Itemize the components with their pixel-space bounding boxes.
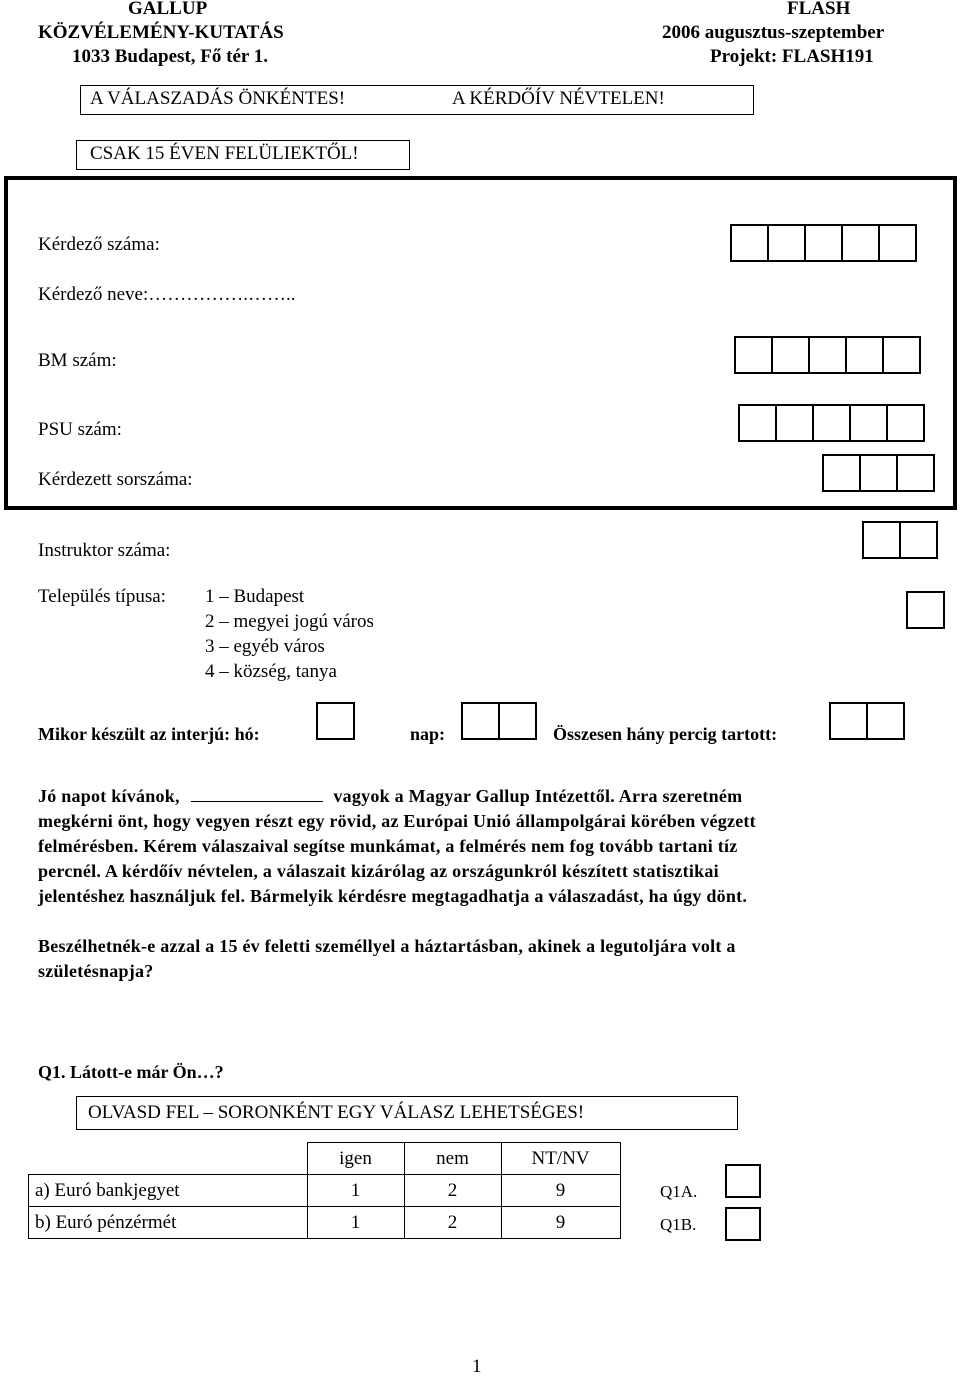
- duration-label: Összesen hány percig tartott:: [553, 724, 778, 744]
- intro-line-1: [38, 784, 898, 809]
- input-cell[interactable]: [725, 1207, 761, 1241]
- interviewer-name-label: Kérdező neve:…………….……..: [38, 284, 296, 305]
- day-boxes[interactable]: [461, 702, 535, 740]
- q1-instruction: OLVASD FEL – SORONKÉNT EGY VÁLASZ LEHETSÉGES!: [88, 1102, 585, 1123]
- respondent-number-boxes[interactable]: [822, 454, 933, 492]
- input-cell[interactable]: [767, 224, 806, 262]
- input-cell[interactable]: [866, 702, 905, 740]
- interview-month-label: Mikor készült az interjú: hó:: [38, 724, 260, 744]
- survey-name: FLASH: [787, 0, 851, 19]
- input-cell[interactable]: [812, 404, 851, 442]
- duration-boxes[interactable]: [829, 702, 903, 740]
- interviewer-number-label: Kérdező száma:: [38, 234, 160, 255]
- q1a-answer-box[interactable]: [725, 1164, 759, 1198]
- intro-line-6: jelentéshez használjuk fel. Bármelyik kérdésre megtagadhatja a válaszadást, ha úgy dönt.: [38, 886, 748, 906]
- screening-line-1: Beszélhetnék-e azzal a 15 év feletti személlyel a háztartásban, akinek a legutoljára volt a: [38, 936, 736, 956]
- org-address: 1033 Budapest, Fő tér 1.: [72, 46, 268, 67]
- table-header-row: [29, 1143, 621, 1175]
- input-cell[interactable]: [804, 224, 843, 262]
- input-cell[interactable]: [878, 224, 917, 262]
- input-cell[interactable]: [882, 336, 921, 374]
- bm-number-boxes[interactable]: [734, 336, 919, 374]
- input-cell[interactable]: [862, 521, 901, 559]
- greeting-end: vagyok a Magyar Gallup Intézettől.: [333, 786, 615, 806]
- answer-code[interactable]: 2: [404, 1207, 501, 1239]
- answer-code[interactable]: 9: [501, 1175, 620, 1207]
- input-cell[interactable]: [849, 404, 888, 442]
- input-cell[interactable]: [771, 336, 810, 374]
- settlement-type-box[interactable]: [906, 591, 943, 629]
- bm-number-label: BM szám:: [38, 350, 117, 371]
- input-cell[interactable]: [896, 454, 935, 492]
- answer-code[interactable]: 2: [404, 1175, 501, 1207]
- row-label: b) Euró pénzérmét: [29, 1207, 308, 1239]
- project-id: Projekt: FLASH191: [710, 46, 874, 67]
- input-cell[interactable]: [906, 591, 945, 629]
- answer-code[interactable]: 1: [307, 1207, 404, 1239]
- psu-number-label: PSU szám:: [38, 419, 122, 440]
- column-header-yes: igen: [307, 1143, 404, 1175]
- instructor-number-boxes[interactable]: [862, 521, 936, 559]
- input-cell[interactable]: [808, 336, 847, 374]
- month-box[interactable]: [316, 702, 353, 740]
- input-cell[interactable]: [822, 454, 861, 492]
- input-cell[interactable]: [498, 702, 537, 740]
- empty-header-cell: [29, 1143, 308, 1175]
- settlement-option-2: 2 – megyei jogú város: [205, 611, 374, 632]
- input-cell[interactable]: [738, 404, 777, 442]
- intro-paragraph: [38, 784, 898, 909]
- settlement-option-1: 1 – Budapest: [205, 586, 305, 607]
- input-cell[interactable]: [725, 1164, 761, 1198]
- org-name: GALLUP: [128, 0, 208, 19]
- screening-line-2: születésnapja?: [38, 961, 154, 981]
- settlement-option-3: 3 – egyéb város: [205, 636, 325, 657]
- input-cell[interactable]: [734, 336, 773, 374]
- interviewer-number-boxes[interactable]: [730, 224, 915, 262]
- table-row: [29, 1175, 621, 1207]
- intro-line-4: felmérésben. Kérem válaszaival segítse munkámat, a felmérés nem fog tovább tartani tíz: [38, 836, 738, 856]
- q1a-code-label: Q1A.: [660, 1182, 698, 1201]
- respondent-number-label: Kérdezett sorszáma:: [38, 469, 193, 490]
- voluntary-notice: A VÁLASZADÁS ÖNKÉNTES!: [90, 88, 346, 109]
- column-header-no: nem: [404, 1143, 501, 1175]
- intro-request: Arra szeretném: [618, 786, 743, 806]
- instructor-number-label: Instruktor száma:: [38, 540, 171, 561]
- answer-code[interactable]: 1: [307, 1175, 404, 1207]
- org-subtitle: KÖZVÉLEMÉNY-KUTATÁS: [38, 22, 284, 43]
- q1b-answer-box[interactable]: [725, 1207, 759, 1241]
- interview-day-label: nap:: [410, 724, 446, 744]
- input-cell[interactable]: [775, 404, 814, 442]
- greeting-start: Jó napot kívánok,: [38, 786, 180, 806]
- anonymous-notice: A KÉRDŐÍV NÉVTELEN!: [452, 88, 665, 109]
- column-header-dk: NT/NV: [501, 1143, 620, 1175]
- q1b-code-label: Q1B.: [660, 1215, 697, 1234]
- input-cell[interactable]: [841, 224, 880, 262]
- q1-table: [28, 1142, 621, 1239]
- input-cell[interactable]: [845, 336, 884, 374]
- psu-number-boxes[interactable]: [738, 404, 923, 442]
- row-label: a) Euró bankjegyet: [29, 1175, 308, 1207]
- intro-line-5: percnél. A kérdőív névtelen, a válaszait kizárólag az országunkról készített statisztikai: [38, 861, 719, 881]
- settlement-option-4: 4 – község, tanya: [205, 661, 337, 682]
- input-cell[interactable]: [886, 404, 925, 442]
- screening-question: [38, 934, 898, 984]
- input-cell[interactable]: [859, 454, 898, 492]
- interviewer-name-blank[interactable]: [191, 787, 323, 802]
- settlement-type-label: Település típusa:: [38, 586, 166, 607]
- survey-period: 2006 augusztus-szeptember: [662, 22, 885, 43]
- q1-title: Q1. Látott-e már Ön…?: [38, 1062, 224, 1082]
- page-number: 1: [472, 1356, 482, 1377]
- input-cell[interactable]: [316, 702, 355, 740]
- input-cell[interactable]: [730, 224, 769, 262]
- input-cell[interactable]: [899, 521, 938, 559]
- age-limit-notice: CSAK 15 ÉVEN FELÜLIEKTŐL!: [90, 143, 359, 164]
- intro-line-3: megkérni önt, hogy vegyen részt egy rövid, az Európai Unió állampolgárai körében végzett: [38, 811, 756, 831]
- input-cell[interactable]: [829, 702, 868, 740]
- table-row: [29, 1207, 621, 1239]
- input-cell[interactable]: [461, 702, 500, 740]
- answer-code[interactable]: 9: [501, 1207, 620, 1239]
